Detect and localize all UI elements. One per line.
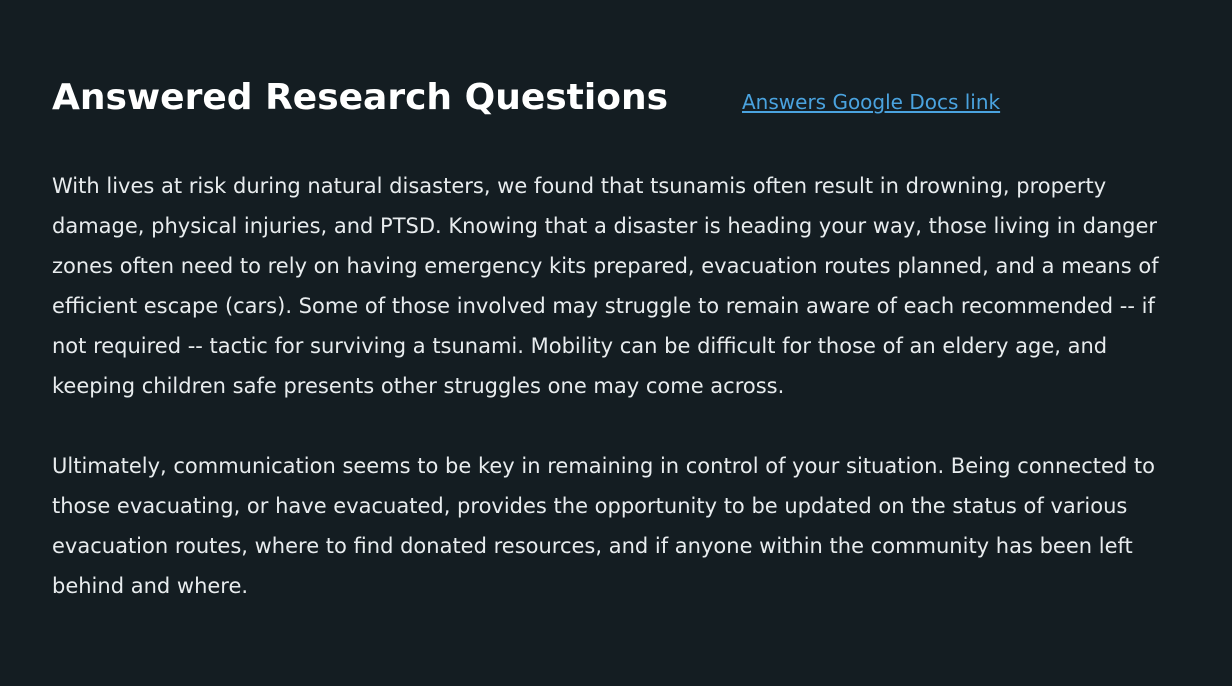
page-title: Answered Research Questions xyxy=(52,77,669,118)
google-docs-link[interactable]: Answers Google Docs link xyxy=(742,90,1001,114)
answers-content xyxy=(52,166,1186,606)
answer-paragraph-1: With lives at risk during natural disasters, we found that tsunamis often result in drowning, property damage, physical injuries, and PTSD. Knowing that a disaster is heading your way, those living in danger zones often need to rely on having emergency kits prepared, evacuation routes planned, and a means of efficient escape (cars). Some of those involved may struggle to remain aware of each recommended -- if not required -- tactic for surviving a tsunami. Mobility can be difficult for those of an eldery age, and keeping children safe presents other struggles one may come across. xyxy=(52,174,1159,398)
section-header xyxy=(52,74,1192,126)
answer-paragraph-2: Ultimately, communication seems to be key in remaining in control of your situation. Being connected to those evacuating, or have evacuated, provides the opportunity to be updated on the status of various evacuation routes, where to find donated resources, and if anyone within the community has been left behind and where. xyxy=(52,454,1156,598)
